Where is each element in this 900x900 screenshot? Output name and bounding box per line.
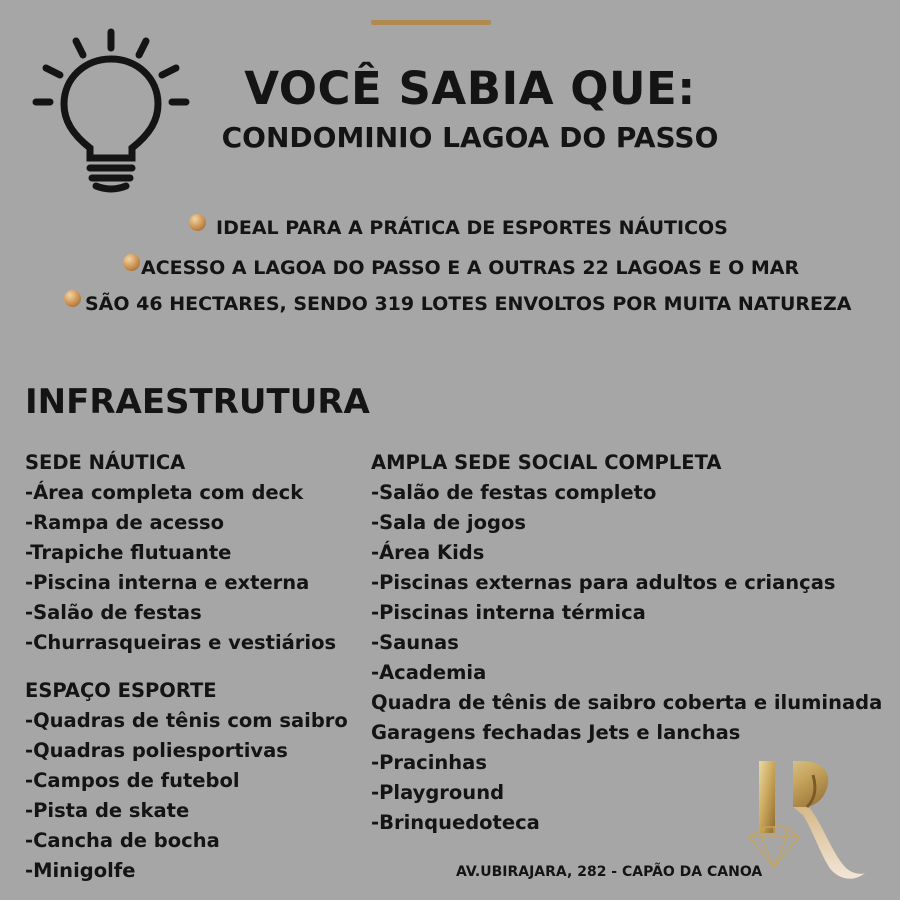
fact-text: SÃO 46 HECTARES, SENDO 319 LOTES ENVOLTOS POR MUITA NATUREZA — [85, 293, 852, 315]
espaco-esporte-list — [25, 676, 348, 886]
list-item: -Área completa com deck — [25, 481, 304, 504]
list-item: -Quadras de tênis com saibro — [25, 709, 348, 732]
list-item: -Pista de skate — [25, 799, 190, 822]
section-title: ESPAÇO ESPORTE — [25, 679, 217, 702]
list-item: -Minigolfe — [25, 859, 136, 882]
r-monogram-logo — [735, 755, 875, 885]
bullet-dot-icon — [64, 290, 81, 307]
top-divider — [371, 20, 491, 25]
list-item: -Saunas — [371, 631, 459, 654]
list-item: -Playground — [371, 781, 505, 804]
list-item: -Salão de festas — [25, 601, 202, 624]
list-item: -Área Kids — [371, 541, 485, 564]
list-item: -Brinquedoteca — [371, 811, 540, 834]
page-subtitle: CONDOMINIO LAGOA DO PASSO — [221, 121, 719, 154]
section-title: SEDE NÁUTICA — [25, 451, 186, 474]
list-item: -Piscina interna e externa — [25, 571, 310, 594]
fact-text: ACESSO A LAGOA DO PASSO E A OUTRAS 22 LAGOAS E O MAR — [141, 257, 800, 279]
list-item: -Piscinas interna térmica — [371, 601, 646, 624]
list-item: -Quadras poliesportivas — [25, 739, 288, 762]
page-title: VOCÊ SABIA QUE: — [244, 62, 696, 115]
address-footer: AV.UBIRAJARA, 282 - CAPÃO DA CANOA — [456, 864, 763, 880]
list-item: -Piscinas externas para adultos e crianças — [371, 571, 836, 594]
list-item: Quadra de tênis de saibro coberta e iluminada — [371, 691, 883, 714]
list-item: -Pracinhas — [371, 751, 487, 774]
fact-item — [189, 217, 728, 239]
list-item: Garagens fechadas Jets e lanchas — [371, 721, 741, 744]
fact-item — [64, 293, 851, 315]
bullet-dot-icon — [123, 254, 140, 271]
list-item: -Cancha de bocha — [25, 829, 220, 852]
list-item: -Salão de festas completo — [371, 481, 657, 504]
fact-text: IDEAL PARA A PRÁTICA DE ESPORTES NÁUTICOS — [216, 217, 728, 239]
infrastructure-heading: INFRAESTRUTURA — [25, 382, 370, 422]
bullet-dot-icon — [189, 214, 206, 231]
lightbulb-icon — [30, 28, 192, 194]
list-item: -Academia — [371, 661, 487, 684]
section-title: AMPLA SEDE SOCIAL COMPLETA — [371, 451, 722, 474]
list-item: -Trapiche flutuante — [25, 541, 232, 564]
list-item: -Sala de jogos — [371, 511, 526, 534]
list-item: -Churrasqueiras e vestiários — [25, 631, 337, 654]
list-item: -Campos de futebol — [25, 769, 240, 792]
list-item: -Rampa de acesso — [25, 511, 225, 534]
fact-item — [123, 257, 799, 279]
sede-nautica-list — [25, 448, 336, 658]
